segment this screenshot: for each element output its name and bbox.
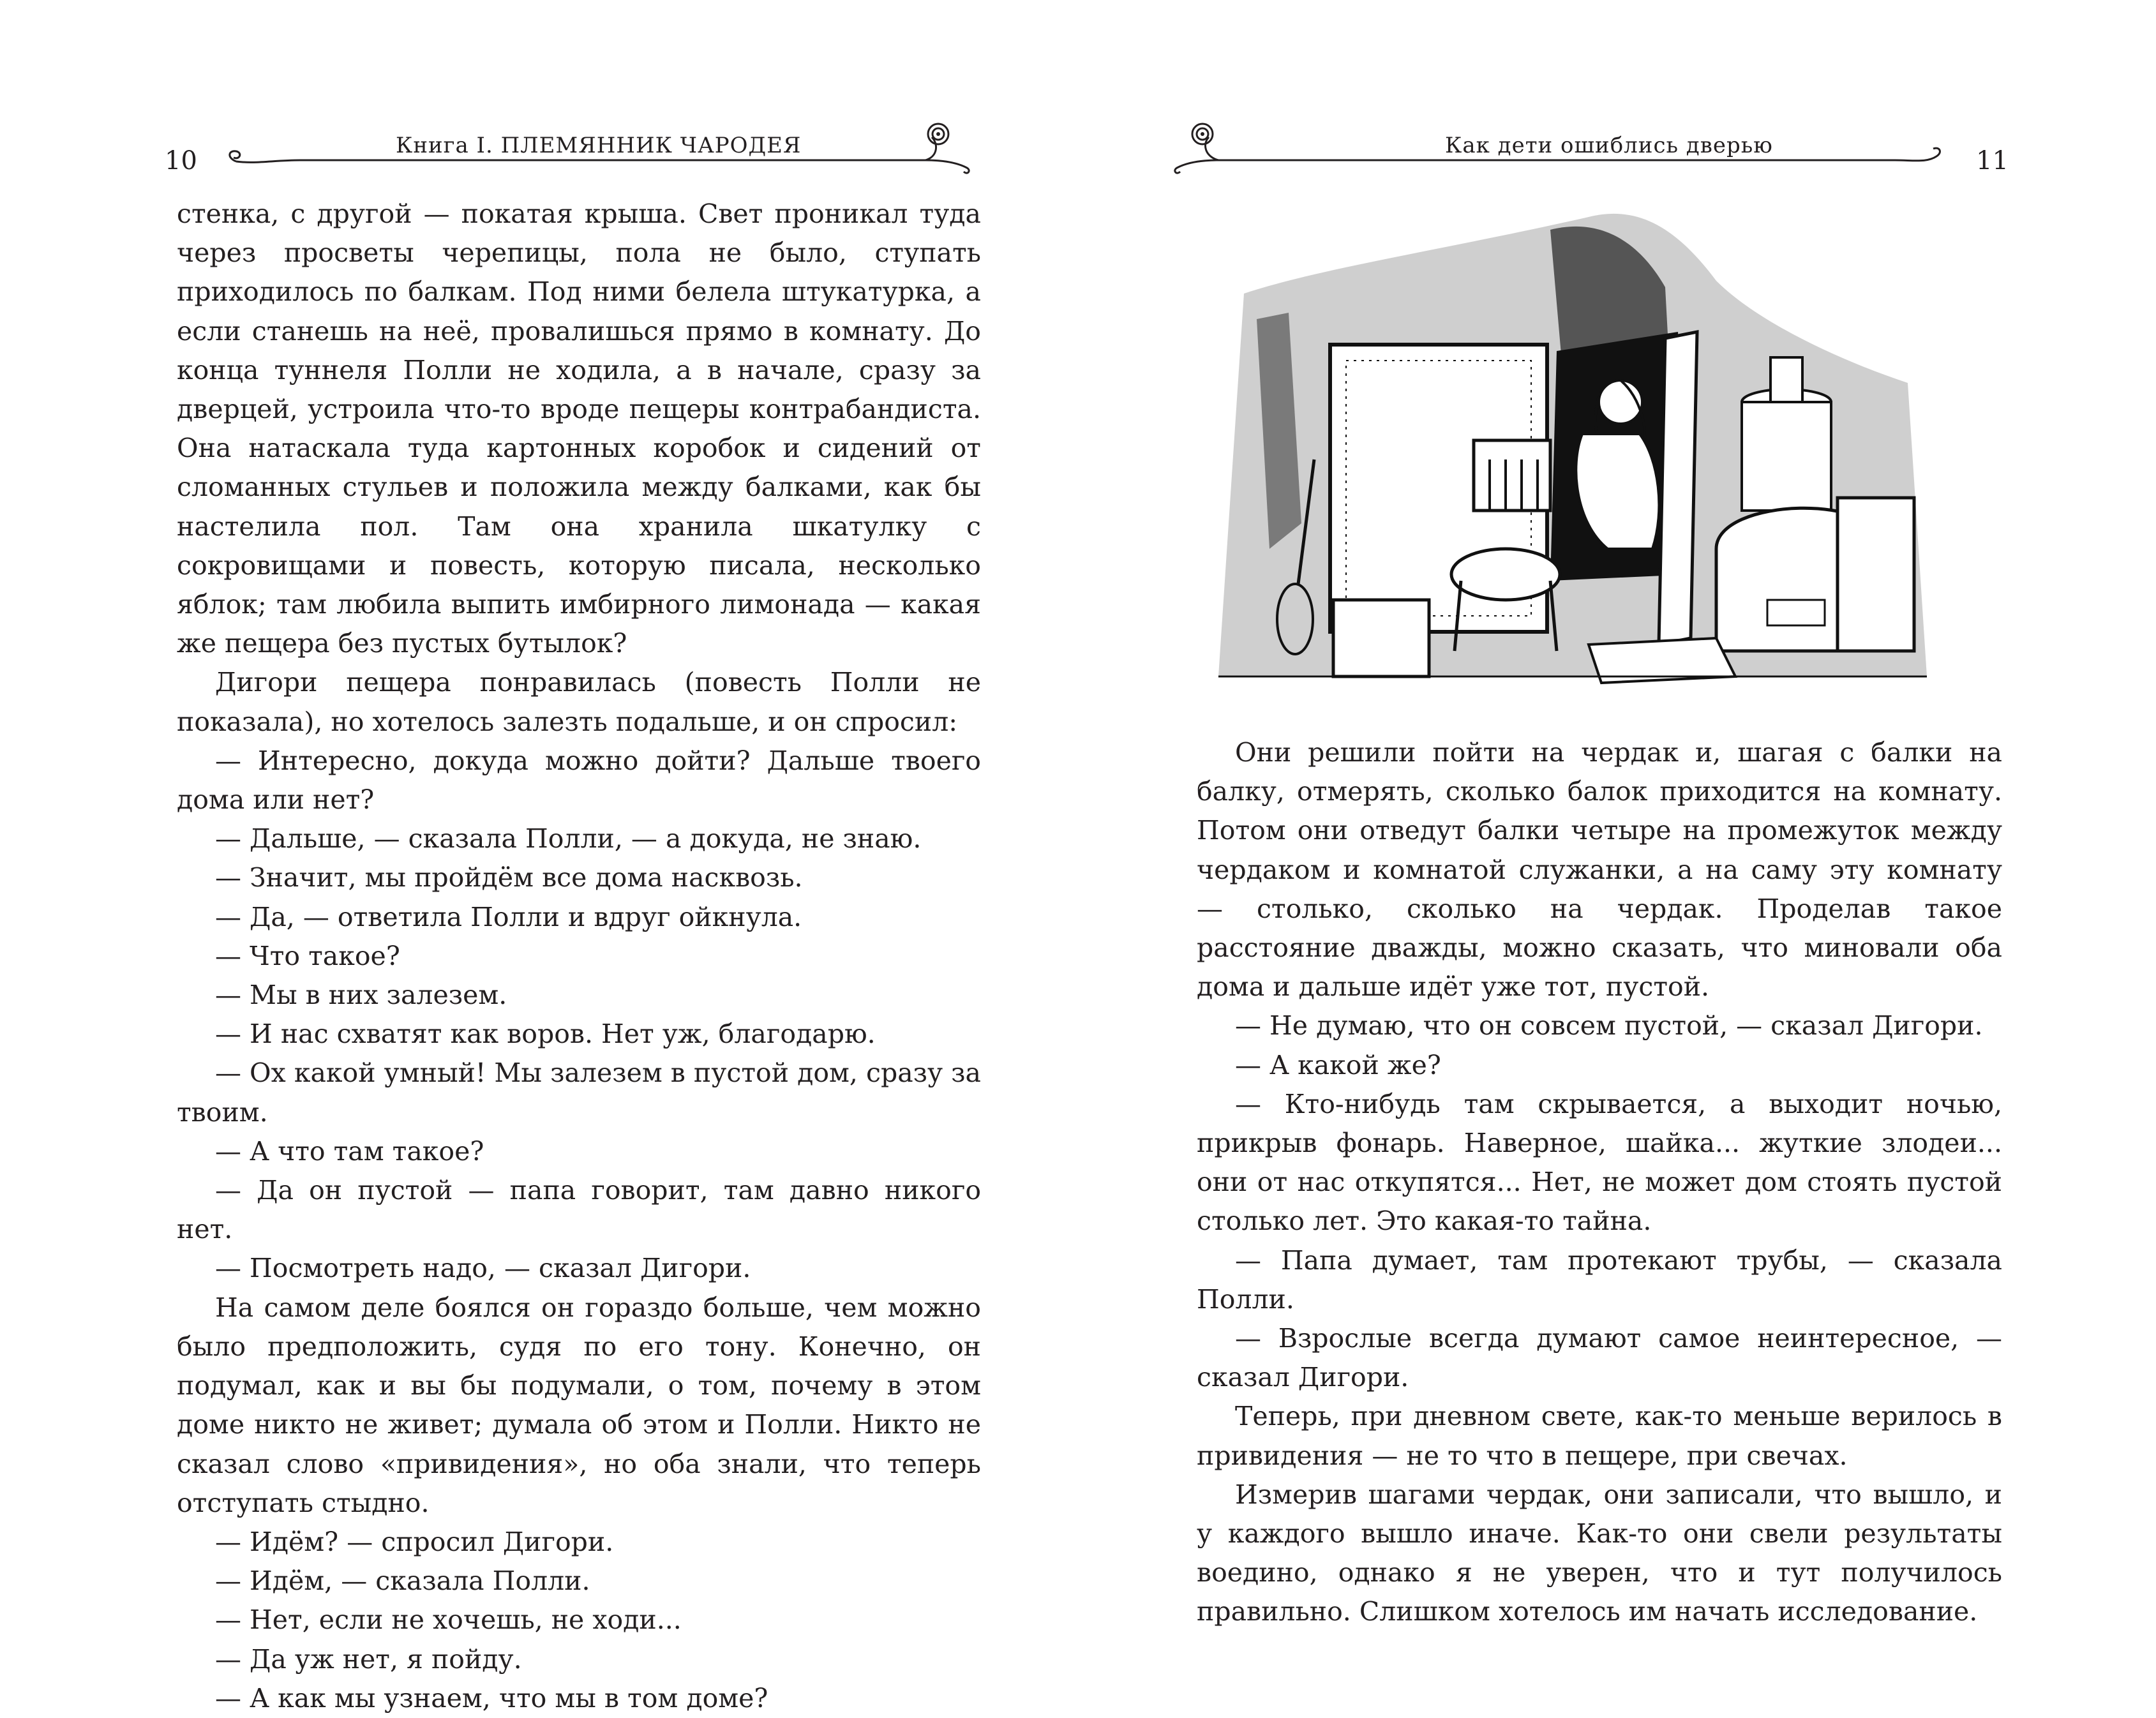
paragraph: — Мы в них залезем. — [215, 980, 507, 1011]
running-head: Как дети ошиблись дверью — [1445, 133, 1773, 158]
paragraph: Измерив шагами чердак, они записали, что вышло, и у каждого вышло иначе. Как-то они свели результаты воедино, однако я не уверен, что и тут получилось правильно. Слишком хотелось им начать исследование. — [1197, 1479, 2002, 1627]
paragraph: — Ох какой умный! Мы залезем в пустой дом, сразу за твоим. — [177, 1057, 981, 1128]
attic-illustration — [1193, 191, 1946, 715]
paragraph: — А какой же? — [1235, 1049, 1441, 1080]
paragraph: Они решили пойти на чердак и, шагая с балки на балку, отмерять, сколько балок приходится на комнату. Потом они отведут балки четыре на промежуток между чердаком и комнатой служанки, а на саму эту комнату — столько, сколько на чердак. Проделав такое расстояние дважды, можно сказать, что миновали оба дома и дальше идёт уже тот, пустой. — [1197, 737, 2002, 1003]
paragraph: Теперь, при дневном свете, как-то меньше верилось в привидения — не то что в пещере, при свечах. — [1197, 1401, 2002, 1471]
paragraph: — Кто-нибудь там скрывается, а выходит ночью, прикрыв фонарь. Наверное, шайка... жуткие злодеи... они от нас откупятся... Нет, не может дом стоять пустой столько лет. Это какая-то тайна. — [1197, 1088, 2002, 1237]
paragraph: — Дальше, — сказала Полли, — а докуда, не знаю. — [215, 823, 922, 855]
paragraph: — А что там такое? — [215, 1135, 484, 1167]
right-page — [1078, 0, 2156, 1674]
paragraph: — Не думаю, что он совсем пустой, — сказал Дигори. — [1235, 1010, 1983, 1042]
paragraph: — Идём? — спросил Дигори. — [215, 1526, 614, 1557]
paragraph: — Значит, мы пройдём все дома насквозь. — [215, 862, 803, 893]
paragraph: — Интересно, докуда можно дойти? Дальше твоего дома или нет? — [177, 745, 981, 816]
paragraph: — Нет, если не хочешь, не ходи... — [215, 1604, 682, 1636]
page-number: 11 — [1976, 146, 2009, 176]
paragraph: — Да он пустой — папа говорит, там давно никого нет. — [177, 1175, 981, 1245]
paragraph: — Папа думает, там протекают трубы, — сказала Полли. — [1197, 1244, 2002, 1315]
paragraph: — Что такое? — [215, 940, 400, 971]
paragraph: — И нас схватят как воров. Нет уж, благодарю. — [215, 1019, 876, 1050]
paragraph: — А как мы узнаем, что мы в том доме? — [215, 1682, 768, 1714]
paragraph: — Да уж нет, я пойду. — [215, 1643, 522, 1675]
paragraph: — Идём, — сказала Полли. — [215, 1565, 590, 1597]
paragraph: На самом деле боялся он гораздо больше, чем можно было предположить, судя по его тону. Конечно, он подумал, как и вы бы подумали, о том, почему в этом доме никто не живет; думала об этом и Полли. Никто не сказал слово «привидения», но оба знали, что теперь отступать стыдно. — [177, 1292, 981, 1518]
running-head: Книга I. ПЛЕМЯННИК ЧАРОДЕЯ — [396, 133, 802, 158]
paragraph: — Да, — ответила Полли и вдруг ойкнула. — [215, 901, 802, 932]
page-number: 10 — [165, 146, 197, 176]
paragraph: Дигори пещера понравилась (повесть Полли не показала), но хотелось залезть подальше, и он спросил: — [177, 667, 981, 737]
paragraph: — Взрослые всегда думают самое неинтересное, — сказал Дигори. — [1197, 1323, 2002, 1393]
paragraph: — Посмотреть надо, — сказал Дигори. — [215, 1253, 751, 1284]
paragraph: стенка, с другой — покатая крыша. Свет проникал туда через просветы черепицы, пола не было, ступать приходилось по балкам. Под ними белела штукатурка, а если станешь на неё, провалишься прямо в комнату. До конца туннеля Полли не ходила, а в начале, сразу за дверцей, устроила что-то вроде пещеры контрабандиста. Она натаскала туда картонных коробок и сидений от сломанных стульев и положила между балками, как бы настелила пол. Там она хранила шкатулку с сокровищами и повесть, которую писала, несколько яблок; там любила выпить имбирного лимонада — какая же пещера без пустых бутылок? — [177, 198, 981, 659]
left-page — [0, 0, 1078, 1714]
body-text — [177, 195, 981, 1718]
body-text — [1197, 733, 2002, 1632]
